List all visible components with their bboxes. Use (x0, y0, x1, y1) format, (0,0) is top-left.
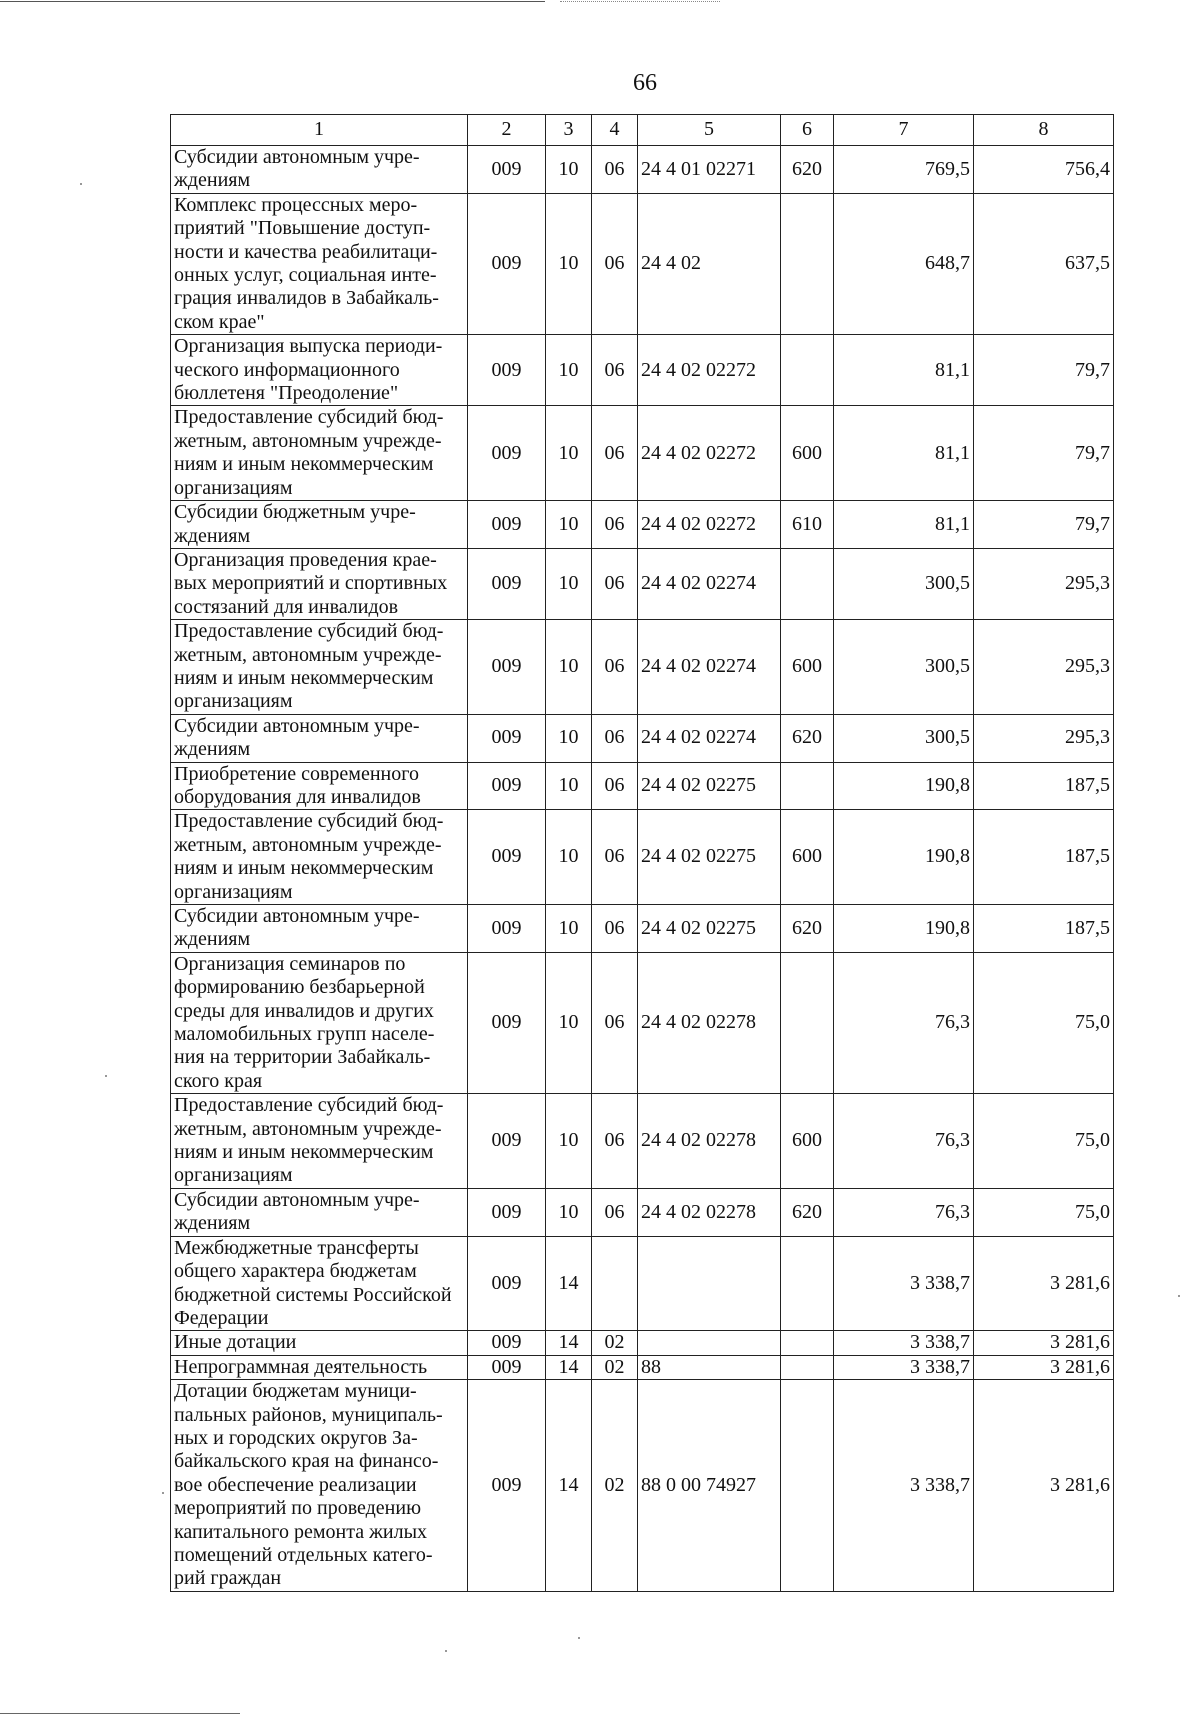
cell-code-6 (781, 1236, 834, 1331)
cell-code-2: 009 (468, 905, 546, 953)
cell-amount-7: 300,5 (834, 714, 974, 762)
cell-code-4: 06 (592, 501, 638, 549)
cell-amount-8: 756,4 (974, 146, 1114, 194)
cell-code-6: 620 (781, 1188, 834, 1236)
cell-amount-8: 187,5 (974, 762, 1114, 810)
table-row (171, 193, 1114, 334)
cell-code-5: 88 0 00 74927 (638, 1380, 781, 1592)
cell-amount-8: 295,3 (974, 620, 1114, 715)
cell-code-6: 600 (781, 1094, 834, 1189)
column-header-2: 2 (468, 115, 546, 146)
cell-code-3: 10 (546, 952, 592, 1093)
cell-code-5: 24 4 02 02278 (638, 1188, 781, 1236)
cell-code-6: 620 (781, 905, 834, 953)
cell-code-6 (781, 952, 834, 1093)
table-row (171, 1331, 1114, 1355)
cell-amount-7: 3 338,7 (834, 1355, 974, 1379)
cell-code-2: 009 (468, 810, 546, 905)
cell-code-6: 610 (781, 501, 834, 549)
cell-code-3: 10 (546, 905, 592, 953)
cell-amount-8: 295,3 (974, 548, 1114, 619)
cell-amount-7: 190,8 (834, 905, 974, 953)
cell-amount-7: 76,3 (834, 1094, 974, 1189)
cell-code-5: 24 4 02 02272 (638, 335, 781, 406)
scan-speck (105, 1075, 107, 1077)
cell-code-3: 14 (546, 1331, 592, 1355)
cell-name: Субсидии автономным учре- ждениям (171, 714, 468, 762)
cell-code-4: 06 (592, 193, 638, 334)
cell-code-2: 009 (468, 548, 546, 619)
cell-code-2: 009 (468, 1331, 546, 1355)
cell-code-4: 06 (592, 810, 638, 905)
cell-name: Организация проведения крае- вых мероприятий и спортивных состязаний для инвалидов (171, 548, 468, 619)
cell-code-4: 06 (592, 905, 638, 953)
table-row (171, 406, 1114, 501)
cell-code-6 (781, 1380, 834, 1592)
cell-code-5 (638, 1236, 781, 1331)
cell-code-4: 06 (592, 335, 638, 406)
cell-code-3: 10 (546, 406, 592, 501)
cell-code-4: 06 (592, 620, 638, 715)
cell-name: Приобретение современного оборудования для инвалидов (171, 762, 468, 810)
cell-code-2: 009 (468, 620, 546, 715)
cell-code-3: 10 (546, 762, 592, 810)
cell-code-2: 009 (468, 193, 546, 334)
cell-amount-8: 75,0 (974, 952, 1114, 1093)
cell-name: Дотации бюджетам муници- пальных районов, муниципаль- ных и городских округов За- байкальского края на финансо- вое обеспечение реализации мероприятий по проведению капитального ремонта жилых помещений отдельных катего- рий граждан (171, 1380, 468, 1592)
cell-name: Организация семинаров по формированию безбарьерной среды для инвалидов и других маломобильных групп населе- ния на территории Забайкаль- ского края (171, 952, 468, 1093)
cell-code-6 (781, 548, 834, 619)
table-row (171, 548, 1114, 619)
cell-code-3: 10 (546, 335, 592, 406)
cell-name: Субсидии автономным учре- ждениям (171, 905, 468, 953)
scan-edge-line-top (0, 1, 545, 2)
cell-code-4: 06 (592, 1094, 638, 1189)
scan-speck (1178, 1295, 1180, 1297)
page-number: 66 (633, 70, 657, 96)
table-row (171, 905, 1114, 953)
table-row (171, 762, 1114, 810)
table-row (171, 1236, 1114, 1331)
cell-code-3: 10 (546, 714, 592, 762)
column-header-6: 6 (781, 115, 834, 146)
cell-amount-8: 3 281,6 (974, 1236, 1114, 1331)
table-row (171, 1094, 1114, 1189)
cell-code-6 (781, 1355, 834, 1379)
cell-amount-8: 79,7 (974, 501, 1114, 549)
cell-amount-7: 81,1 (834, 335, 974, 406)
cell-code-5: 24 4 02 02278 (638, 952, 781, 1093)
cell-code-5: 24 4 02 02278 (638, 1094, 781, 1189)
cell-code-3: 10 (546, 193, 592, 334)
cell-code-4: 06 (592, 762, 638, 810)
cell-code-6 (781, 762, 834, 810)
cell-code-5: 24 4 02 02275 (638, 810, 781, 905)
cell-code-5: 24 4 02 02272 (638, 406, 781, 501)
scan-speck (578, 1637, 580, 1639)
cell-code-4: 06 (592, 1188, 638, 1236)
scan-speck (80, 183, 82, 185)
cell-code-3: 10 (546, 1094, 592, 1189)
cell-amount-8: 79,7 (974, 406, 1114, 501)
cell-amount-8: 75,0 (974, 1188, 1114, 1236)
scan-edge-line-top-dotted (560, 1, 720, 2)
table-header-row (171, 115, 1114, 146)
cell-name: Межбюджетные трансферты общего характера бюджетам бюджетной системы Российской Федерации (171, 1236, 468, 1331)
column-header-1: 1 (171, 115, 468, 146)
cell-code-5 (638, 1331, 781, 1355)
table-row (171, 620, 1114, 715)
column-header-5: 5 (638, 115, 781, 146)
cell-amount-8: 3 281,6 (974, 1331, 1114, 1355)
cell-code-5: 24 4 02 02274 (638, 714, 781, 762)
cell-code-4: 02 (592, 1355, 638, 1379)
cell-code-2: 009 (468, 1355, 546, 1379)
cell-code-4: 06 (592, 146, 638, 194)
cell-name: Непрограммная деятельность (171, 1355, 468, 1379)
cell-amount-8: 75,0 (974, 1094, 1114, 1189)
cell-code-4: 02 (592, 1331, 638, 1355)
cell-code-6 (781, 335, 834, 406)
cell-amount-8: 3 281,6 (974, 1355, 1114, 1379)
scan-edge-line-bottom (0, 1713, 240, 1714)
cell-name: Субсидии автономным учре- ждениям (171, 1188, 468, 1236)
cell-amount-8: 79,7 (974, 335, 1114, 406)
cell-name: Иные дотации (171, 1331, 468, 1355)
cell-code-5: 24 4 02 02275 (638, 762, 781, 810)
cell-name: Предоставление субсидий бюд- жетным, автономным учрежде- ниям и иным некоммерческим организациям (171, 406, 468, 501)
cell-amount-7: 300,5 (834, 620, 974, 715)
cell-amount-7: 81,1 (834, 406, 974, 501)
column-header-4: 4 (592, 115, 638, 146)
table-body (171, 146, 1114, 1592)
cell-amount-7: 648,7 (834, 193, 974, 334)
cell-amount-8: 637,5 (974, 193, 1114, 334)
cell-name: Предоставление субсидий бюд- жетным, автономным учрежде- ниям и иным некоммерческим организациям (171, 1094, 468, 1189)
cell-code-2: 009 (468, 1380, 546, 1592)
cell-amount-7: 76,3 (834, 1188, 974, 1236)
cell-amount-7: 76,3 (834, 952, 974, 1093)
table-row (171, 952, 1114, 1093)
cell-code-3: 10 (546, 1188, 592, 1236)
cell-code-2: 009 (468, 714, 546, 762)
cell-code-4: 06 (592, 952, 638, 1093)
cell-code-3: 10 (546, 810, 592, 905)
cell-code-3: 10 (546, 620, 592, 715)
cell-code-4: 06 (592, 714, 638, 762)
cell-code-3: 14 (546, 1380, 592, 1592)
table-row (171, 335, 1114, 406)
budget-table (170, 114, 1114, 1592)
cell-code-6: 600 (781, 620, 834, 715)
cell-code-4: 06 (592, 548, 638, 619)
cell-code-6 (781, 1331, 834, 1355)
cell-amount-7: 3 338,7 (834, 1236, 974, 1331)
cell-code-6: 600 (781, 406, 834, 501)
scan-speck (162, 1492, 164, 1494)
cell-code-6: 600 (781, 810, 834, 905)
cell-name: Субсидии бюджетным учре- ждениям (171, 501, 468, 549)
cell-code-3: 14 (546, 1355, 592, 1379)
cell-code-2: 009 (468, 501, 546, 549)
cell-amount-7: 81,1 (834, 501, 974, 549)
cell-code-2: 009 (468, 1188, 546, 1236)
cell-code-2: 009 (468, 406, 546, 501)
column-header-8: 8 (974, 115, 1114, 146)
cell-amount-8: 187,5 (974, 905, 1114, 953)
cell-code-3: 10 (546, 501, 592, 549)
cell-amount-7: 769,5 (834, 146, 974, 194)
cell-code-6: 620 (781, 146, 834, 194)
cell-code-6 (781, 193, 834, 334)
cell-code-4: 02 (592, 1380, 638, 1592)
table-row (171, 1380, 1114, 1592)
cell-code-2: 009 (468, 146, 546, 194)
cell-name: Организация выпуска периоди- ческого информационного бюллетеня "Преодоление" (171, 335, 468, 406)
scan-speck (445, 1650, 447, 1652)
cell-amount-8: 3 281,6 (974, 1380, 1114, 1592)
cell-name: Субсидии автономным учре- ждениям (171, 146, 468, 194)
cell-code-6: 620 (781, 714, 834, 762)
cell-amount-7: 3 338,7 (834, 1331, 974, 1355)
cell-amount-7: 300,5 (834, 548, 974, 619)
table-row (171, 714, 1114, 762)
cell-code-2: 009 (468, 1236, 546, 1331)
cell-code-5: 24 4 01 02271 (638, 146, 781, 194)
cell-code-5: 88 (638, 1355, 781, 1379)
column-header-3: 3 (546, 115, 592, 146)
cell-code-5: 24 4 02 02274 (638, 620, 781, 715)
cell-amount-8: 187,5 (974, 810, 1114, 905)
cell-code-5: 24 4 02 02275 (638, 905, 781, 953)
table-row (171, 501, 1114, 549)
cell-amount-7: 3 338,7 (834, 1380, 974, 1592)
cell-code-5: 24 4 02 02274 (638, 548, 781, 619)
cell-code-2: 009 (468, 952, 546, 1093)
table-row (171, 1355, 1114, 1379)
cell-code-2: 009 (468, 335, 546, 406)
column-header-7: 7 (834, 115, 974, 146)
cell-amount-7: 190,8 (834, 762, 974, 810)
cell-code-2: 009 (468, 1094, 546, 1189)
cell-name: Комплекс процессных меро- приятий "Повышение доступ- ности и качества реабилитаци- онных услуг, социальная инте- грация инвалидов в Забайкаль- ском крае" (171, 193, 468, 334)
cell-code-3: 10 (546, 146, 592, 194)
cell-code-2: 009 (468, 762, 546, 810)
cell-name: Предоставление субсидий бюд- жетным, автономным учрежде- ниям и иным некоммерческим организациям (171, 810, 468, 905)
cell-code-4: 06 (592, 406, 638, 501)
cell-code-5: 24 4 02 (638, 193, 781, 334)
cell-code-4 (592, 1236, 638, 1331)
cell-code-3: 10 (546, 548, 592, 619)
table-row (171, 810, 1114, 905)
cell-name: Предоставление субсидий бюд- жетным, автономным учрежде- ниям и иным некоммерческим организациям (171, 620, 468, 715)
table-row (171, 1188, 1114, 1236)
cell-code-5: 24 4 02 02272 (638, 501, 781, 549)
cell-code-3: 14 (546, 1236, 592, 1331)
cell-amount-8: 295,3 (974, 714, 1114, 762)
cell-amount-7: 190,8 (834, 810, 974, 905)
table-row (171, 146, 1114, 194)
